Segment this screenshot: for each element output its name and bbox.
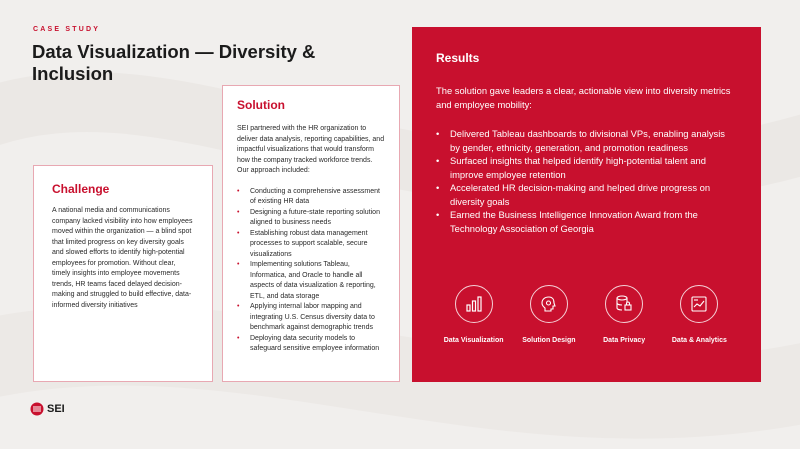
- list-item: • Surfaced insights that helped identify high-potential talent and improve employee retention: [436, 154, 737, 181]
- brain-gear-icon: [530, 285, 568, 323]
- list-item: • Delivered Tableau dashboards to divisional VPs, enabling analysis by gender, ethnicity, generation, and promotion readiness: [436, 127, 737, 154]
- sei-logo: [30, 402, 65, 416]
- logo-text: SEI: [47, 403, 65, 415]
- capability-data-visualization: [436, 285, 511, 365]
- solution-card: [222, 85, 400, 382]
- list-item: • Accelerated HR decision-making and helped drive progress on diversity goals: [436, 181, 737, 208]
- analytics-dashboard-icon: [680, 285, 718, 323]
- results-lead: The solution gave leaders a clear, actionable view into diversity metrics and employee mobility:: [436, 85, 731, 110]
- list-item: • Applying internal labor mapping and integrating U.S. Census diversity data to benchmark against demographic trends: [237, 302, 385, 334]
- challenge-body: A national media and communications company lacked visibility into how employees moved within the organization — a blind spot that limited progress on key diversity goals and slowed efforts to identify high-potential employees for promotion. Without clear, timely insights into employee movements trends, HR teams faced delayed decision-making and struggled to build effective, data-informed diversity initiatives: [52, 207, 193, 309]
- list-item: • Implementing solutions Tableau, Informatica, and Oracle to handle all aspects of data visualization & reporting, ETL, and data storage: [237, 260, 385, 302]
- capabilities-row: [436, 285, 737, 365]
- list-item: • Deploying data security models to safeguard sensitive employee information: [237, 334, 385, 355]
- list-item: • Conducting a comprehensive assessment of existing HR data: [237, 187, 385, 208]
- database-lock-icon: [605, 285, 643, 323]
- capability-label: Data & Analytics: [671, 337, 727, 344]
- sei-logo-icon: [30, 402, 44, 416]
- results-panel: [412, 27, 761, 382]
- capability-data-privacy: [587, 285, 662, 365]
- list-item: • Establishing robust data management processes to support scalable, secure visualizations: [237, 229, 385, 261]
- capability-label: Data Visualization: [443, 337, 504, 344]
- solution-heading: Solution: [237, 98, 285, 112]
- bar-chart-icon: [455, 285, 493, 323]
- solution-intro: SEI partnered with the HR organization to deliver data analysis, reporting capabilities, and impactful visualizations that would transform how the company tracked workforce trends. Our approach included:: [237, 125, 385, 174]
- capability-solution-design: [511, 285, 586, 365]
- list-item: • Designing a future-state reporting solution aligned to business needs: [237, 208, 385, 229]
- capability-label: Data Privacy: [603, 337, 646, 344]
- challenge-heading: Challenge: [52, 182, 110, 196]
- page-title: Data Visualization — Diversity & Inclusion: [32, 41, 316, 84]
- challenge-card: [33, 165, 213, 382]
- eyebrow-label: CASE STUDY: [33, 26, 101, 33]
- results-list: [436, 127, 737, 235]
- capability-label: Solution Design: [522, 337, 576, 344]
- results-heading: Results: [436, 51, 480, 65]
- list-item: • Earned the Business Intelligence Innovation Award from the Technology Association of Georgia: [436, 208, 737, 235]
- capability-data-analytics: [662, 285, 737, 365]
- solution-list: [237, 187, 385, 355]
